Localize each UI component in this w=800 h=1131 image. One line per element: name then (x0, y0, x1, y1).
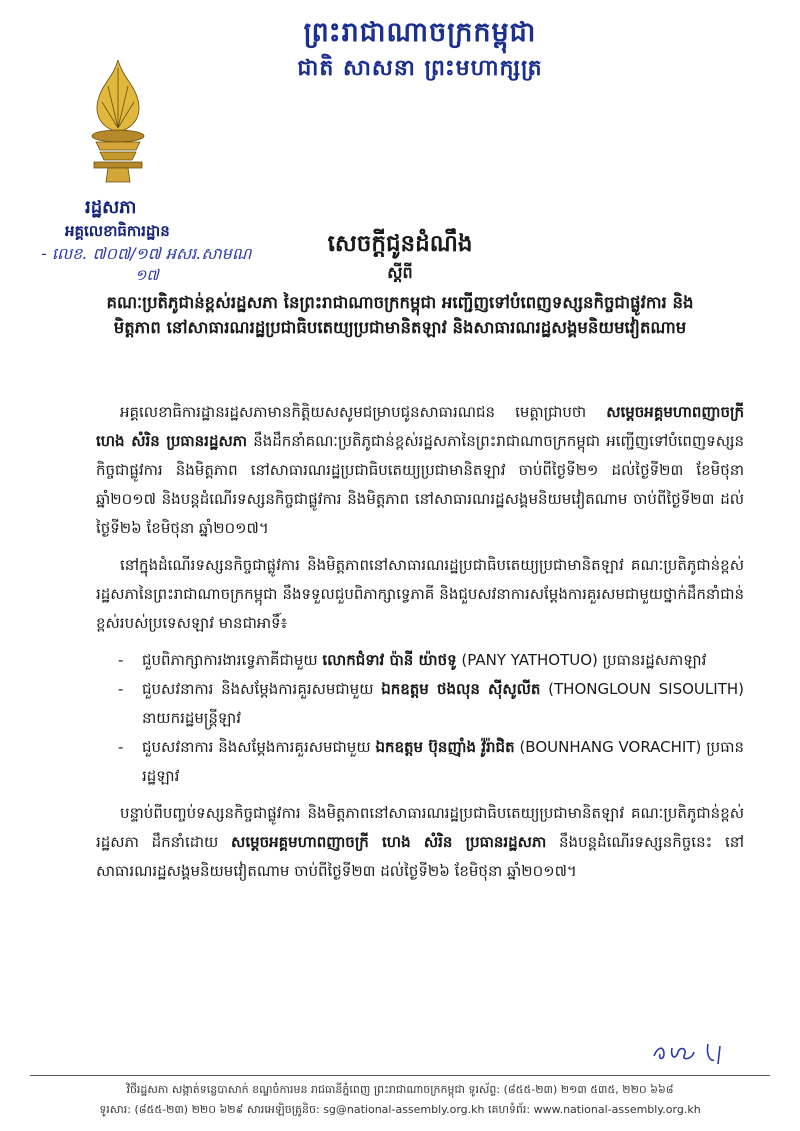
leader-name: សម្ដេចអគ្គមហាពញាចក្រី ហេង សំរិន ប្រធានរដ្ឋសភា (231, 833, 547, 851)
reference-number: - លេខ. ៧០៧/១៧ អសរ.សាមណ (41, 244, 252, 263)
list-item: - ជួបពិភាក្សាការងារទ្វេភាគីជាមួយ លោកជំទាវ ប៉ានី យ៉ាថទូ (PANY YATHOTUO) ប្រធានរដ្ឋសភាឡាវ (118, 651, 707, 669)
reference-suffix: ១៧ (135, 266, 159, 284)
document-body (96, 398, 744, 894)
parliament-emblem-icon (78, 58, 158, 188)
leader-name: សម្ដេចអគ្គមហាពញាចក្រី ហេង សំរិន ប្រធានរដ្ឋសភា (96, 403, 744, 450)
handwritten-initials-icon (648, 1038, 768, 1068)
meeting-person: ឯកឧត្ដម ថងលុន ស៊ីសូលីត (381, 680, 541, 698)
kingdom-motto: ជាតិ សាសនា ព្រះមហាក្សត្រ (297, 55, 543, 81)
about-label: ស្ដីពី (387, 263, 413, 282)
document-title: សេចក្ដីជូនដំណឹង (327, 230, 473, 257)
footer (30, 1080, 770, 1120)
paragraph-intro-rest: នឹងដឹកនាំគណៈប្រតិភូជាន់ខ្ពស់រដ្ឋសភានៃព្រះរាជាណាចក្រកម្ពុជា អញ្ជើញទៅបំពេញទស្សនកិច្ចជាផ្លូវការ និងមិត្តភាព នៅសាធារណរដ្ឋប្រជាធិបតេយ្យប្រជាមានិតឡាវ ចាប់ពីថ្ងៃទី២១ ដល់ថ្ងៃទី២៣ ខែមិថុនា ឆ្នាំ២០១៧ និងបន្តដំណើរទស្សនកិច្ចជាផ្លូវការ និងមិត្តភាព នៅសាធារណរដ្ឋសង្គមនិយមវៀតណាម ចាប់ពីថ្ងៃទី២៣ ដល់ថ្ងៃទី២៦ ខែមិថុនា ឆ្នាំ២០១៧។ (96, 432, 744, 537)
footer-divider (30, 1075, 770, 1076)
paragraph-intro (96, 398, 744, 543)
paragraph-vietnam-visit: បន្ទាប់ពីបញ្ចប់ទស្សនកិច្ចជាផ្លូវការ និងមិត្តភាពនៅសាធារណរដ្ឋប្រជាធិបតេយ្យប្រជាមានិតឡាវ គណៈប្រតិភូជាន់ខ្ពស់រដ្ឋសភា ដឹកនាំដោយ សម្ដេចអគ្គមហាពញាចក្រី ហេង សំរិន ប្រធានរដ្ឋសភា នឹងបន្តដំណើរទស្សនកិច្ចនេះ នៅសាធារណរដ្ឋសង្គមនិយមវៀតណាម ចាប់ពីថ្ងៃទី២៣ ដល់ថ្ងៃទី២៦ ខែមិថុនា ឆ្នាំ២០១៧។ (96, 804, 744, 880)
paragraph-intro-text: អគ្គលេខាធិការដ្ឋានរដ្ឋសភាមានកិត្តិយសសូមជម្រាបជូនសាធារណជន មេត្តាជ្រាបថា (120, 403, 607, 421)
footer-address: វិថីរដ្ឋសភា សង្កាត់ទន្លេបាសាក់ ខណ្ឌចំការមន រាជធានីភ្នំពេញ ព្រះរាជាណាចក្រកម្ពុជា ទូរស័ព្ទ: (៨៥៥-២៣) ២១៣ ៥៣៥, ២២០ ៦៦៨ (126, 1083, 674, 1096)
issuing-office (41, 196, 255, 284)
kingdom-header (210, 14, 630, 84)
list-item: - ជួបសវនាការ និងសម្ដែងការគួរសមជាមួយ ឯកឧត្ដម ប៊ុនញ៉ាំង វ៉ូរ៉ាជិត (BOUNHANG VORACHIT) ប្រធានរដ្ឋឡាវ (118, 738, 744, 785)
list-item: - ជួបសវនាការ និងសម្ដែងការគួរសមជាមួយ ឯកឧត្ដម ថងលុន ស៊ីសូលីត (THONGLOUN SISOULITH) នាយករដ្ឋមន្ត្រីឡាវ (118, 680, 744, 727)
assembly-name: រដ្ឋសភា (85, 197, 137, 218)
meeting-person: លោកជំទាវ ប៉ានី យ៉ាថទូ (322, 651, 457, 669)
kingdom-name: ព្រះរាជាណាចក្រកម្ពុជា (303, 17, 537, 48)
paragraph-laos-visit: នៅក្នុងដំណើរទស្សនកិច្ចជាផ្លូវការ និងមិត្តភាពនៅសាធារណរដ្ឋប្រជាធិបតេយ្យប្រជាមានិតឡាវ គណៈប្រតិភូជាន់ខ្ពស់រដ្ឋសភានៃព្រះរាជាណាចក្រកម្ពុជា នឹងទទួលជួបពិភាក្សាទ្វេភាគី និងជួបសវនាការសម្ដែងការគួរសមជាមួយថ្នាក់ដឹកនាំជាន់ខ្ពស់របស់ប្រទេសឡាវ មានជាអាទិ៍៖ (96, 556, 744, 632)
footer-contact: ទូរសារ: (៨៥៥-២៣) ២២០ ៦២៩ សារអេឡិចត្រូនិច: sg@national-assembly.org.kh គេហទំព័រ: www.national-assembly.org.kh (99, 1103, 701, 1116)
meetings-list (96, 646, 744, 791)
document-subject: គណៈប្រតិភូជាន់ខ្ពស់រដ្ឋសភា នៃព្រះរាជាណាចក្រកម្ពុជា អញ្ជើញទៅបំពេញទស្សនកិច្ចជាផ្លូវការ និងមិត្តភាព នៅសាធារណរដ្ឋប្រជាធិបតេយ្យប្រជាមានិតឡាវ និងសាធារណរដ្ឋសង្គមនិយមវៀតណាម (106, 293, 694, 337)
meeting-person: ឯកឧត្ដម ប៊ុនញ៉ាំង វ៉ូរ៉ាជិត (375, 738, 515, 756)
department-name: អគ្គលេខាធិការដ្ឋាន (65, 222, 170, 240)
